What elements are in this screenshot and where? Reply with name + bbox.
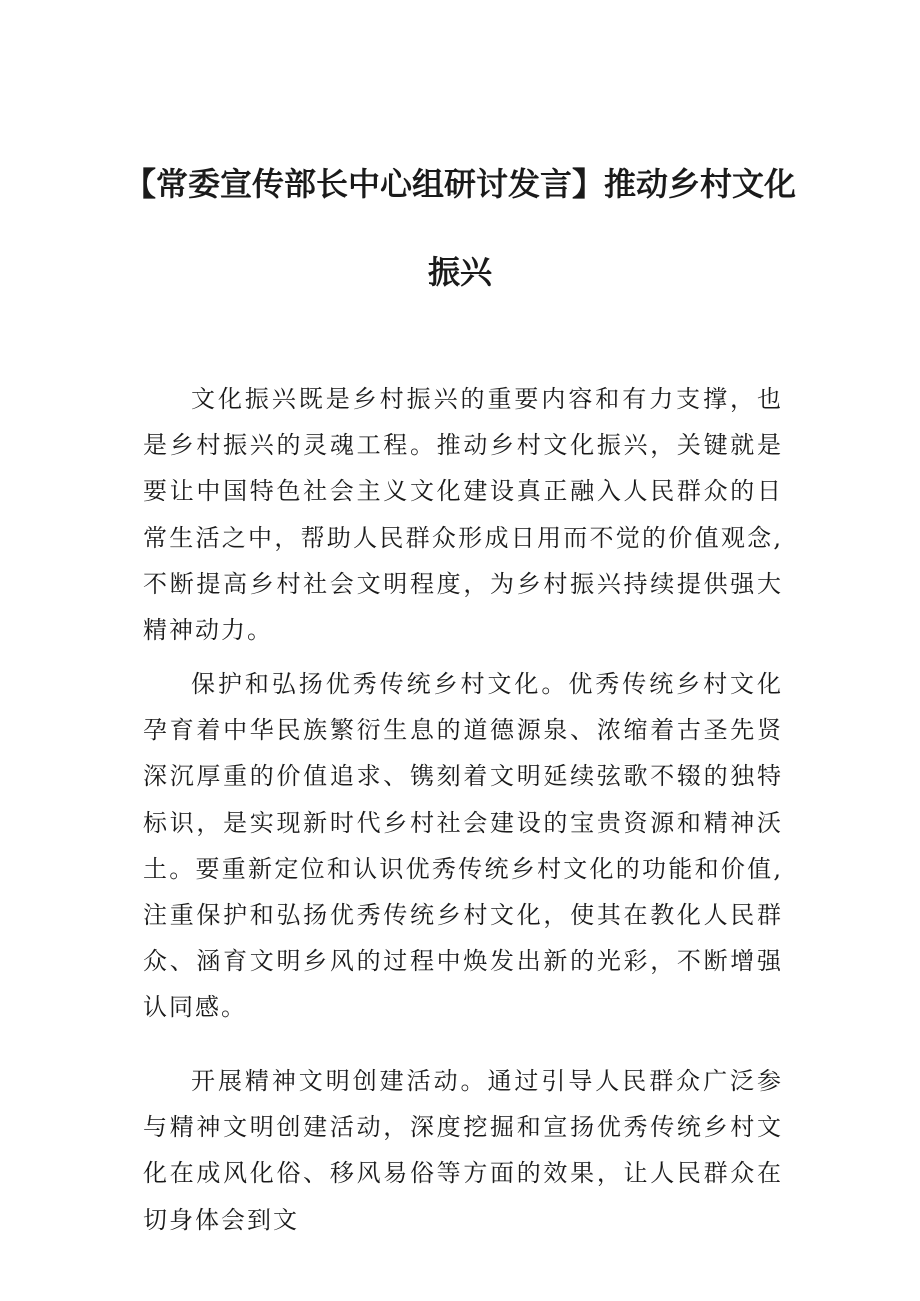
paragraph-2: 保护和弘扬优秀传统乡村文化。优秀传统乡村文化孕育着中华民族繁衍生息的道德源泉、浓缩着古圣先贤深沉厚重的价值追求、镌刻着文明延续弦歌不辍的独特标识，是实现新时代乡村社会建设的宝贵资源和精神沃土。要重新定位和认识优秀传统乡村文化的功能和价值,注重保护和弘扬优秀传统乡村文化，使其在教化人民群众、涵育文明乡风的过程中焕发出新的光彩，不断增强认同感。	[143, 670, 783, 1022]
paragraph-1: 文化振兴既是乡村振兴的重要内容和有力支撑，也是乡村振兴的灵魂工程。推动乡村文化振兴，关键就是要让中国特色社会主义文化建设真正融入人民群众的日常生活之中，帮助人民群众形成日用而不觉的价值观念,不断提高乡村社会文明程度，为乡村振兴持续提供强大精神动力。	[143, 385, 783, 645]
document-title: 【常委宣传部长中心组研讨发言】推动乡村文化振兴	[123, 165, 796, 291]
paragraph-3: 开展精神文明创建活动。通过引导人民群众广泛参与精神文明创建活动，深度挖掘和宣扬优秀传统乡村文化在成风化俗、移风易俗等方面的效果，让人民群众在切身体会到文	[143, 1067, 783, 1234]
